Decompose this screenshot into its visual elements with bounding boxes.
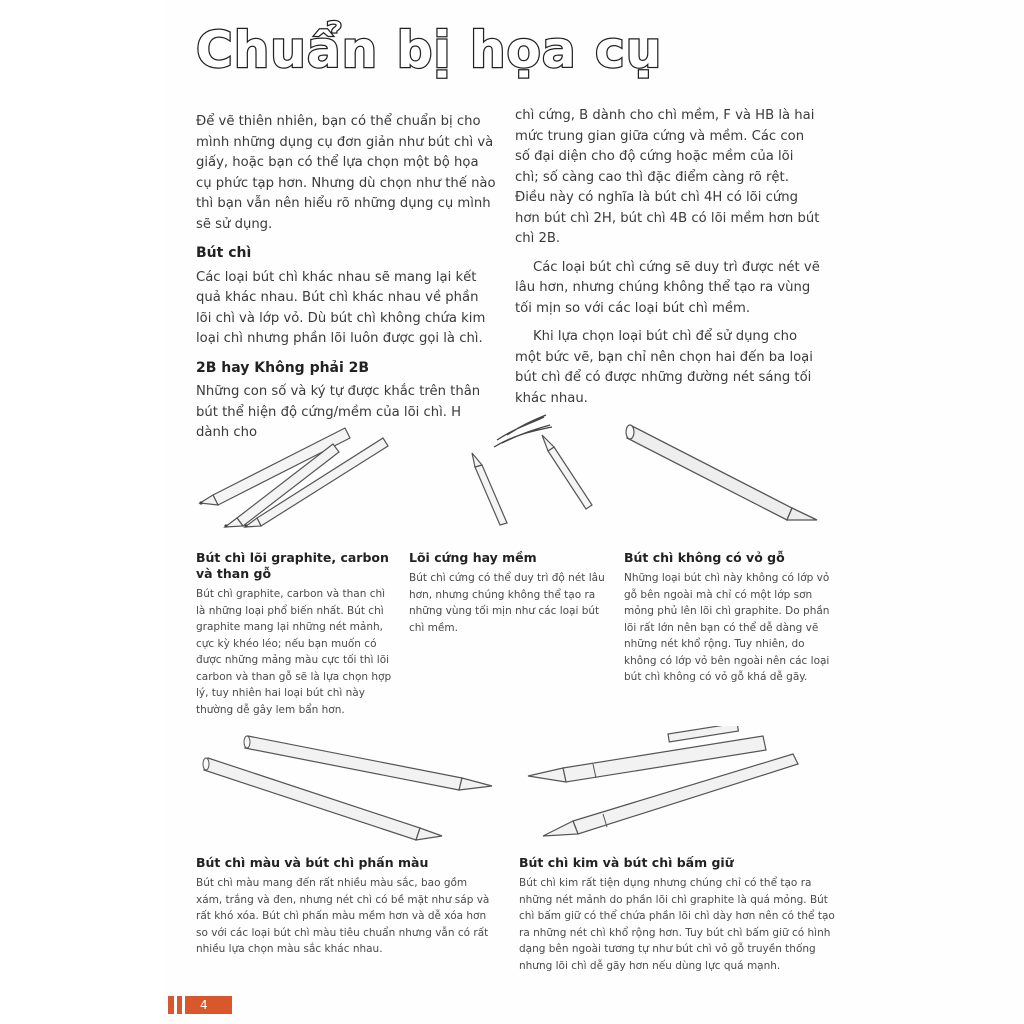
grade-heading: 2B hay Không phải 2B — [196, 359, 370, 376]
caption-woodless-text: Những loại bút chì này không có lớp vỏ gỗ bên ngoài mà chỉ có một lớp sơn mỏng phủ lên lõi chì graphite. Do phần lõi rất lớn nên bạn có thể dễ dàng vẽ những nét khổ rộng. Tuy nhiên, do không có lớp vỏ bên ngoài nên các loại bút chì không có vỏ gỗ khá dễ gãy. — [624, 572, 830, 683]
caption-mechanical-text: Bút chì kim rất tiện dụng nhưng chúng chỉ có thể tạo ra những nét mảnh do phần lõi chì graphite là quá mỏng. Bút chì bấm giữ có thể chứa phần lõi chì dày hơn nên có thể tạo ra những nét chì khổ rộng hơn. Tuy bút chì bấm giữ có hình dạng bên ngoài tương tự như bút chì vỏ gỗ truyền thống nhưng lõi chì dễ gãy hơn nếu dùng lực quá mạnh. — [519, 877, 835, 972]
caption-mechanical-heading: Bút chì kim và bút chì bấm giữ — [519, 855, 734, 870]
choose-pencil-paragraph: Khi lựa chọn loại bút chì để sử dụng cho một bức vẽ, bạn chỉ nên chọn hai đến ba loại bút chì để có được những đường nét sáng tối khác nhau. — [515, 329, 813, 406]
caption-color — [196, 855, 496, 958]
bar-stripe — [174, 996, 177, 1014]
hard-soft-pencils-illustration — [462, 405, 612, 530]
left-column — [196, 112, 496, 452]
caption-color-heading: Bút chì màu và bút chì phấn màu — [196, 855, 429, 870]
caption-graphite-heading: Bút chì lõi graphite, carbon và than gỗ — [196, 550, 389, 581]
caption-graphite-text: Bút chì graphite, carbon và than chì là những loại phổ biến nhất. Bút chì graphite mang lại những nét mảnh, cực kỳ khéo léo; nếu bạn muốn có được những mảng màu cực tối thì lõi carbon và than gỗ sẽ là lựa chọn hợp lý, tuy nhiên hai loại bút chì này thường dễ gây lem bẩn hơn. — [196, 588, 392, 716]
intro-paragraph: Để vẽ thiên nhiên, bạn có thể chuẩn bị cho mình những dụng cụ đơn giản như bút chì và giấy, hoặc bạn có thể lựa chọn một bộ họa cụ phức tạp hơn. Nhưng dù chọn như thế nào thì bạn vẫn nên hiểu rõ những dụng cụ mình sẽ sử dụng. — [196, 114, 496, 232]
caption-woodless-heading: Bút chì không có vỏ gỗ — [624, 550, 785, 565]
mechanical-pencils-illustration — [518, 726, 803, 841]
grade-paragraph-cont: chì cứng, B dành cho chì mềm, F và HB là hai mức trung gian giữa cứng và mềm. Các con số đại diện cho độ cứng hoặc mềm của lõi chì; số càng cao thì đặc điểm càng rõ rệt. Điều này có nghĩa là bút chì 4H có lõi cứng hơn bút chì 2H, bút chì 4B có lõi mềm hơn bút chì 2B. — [515, 108, 820, 246]
caption-hardness-text: Bút chì cứng có thể duy trì độ nét lâu hơn, nhưng chúng không thể tạo ra những vùng tối mịn như các loại bút chì mềm. — [409, 572, 605, 634]
page-title: Chuẩn bị họa cụ — [196, 21, 663, 79]
bar-stripe — [182, 996, 185, 1014]
caption-graphite — [196, 550, 396, 718]
color-pencils-illustration — [200, 728, 500, 846]
caption-hardness — [409, 550, 609, 636]
pencil-heading: Bút chì — [196, 245, 252, 261]
hard-pencil-paragraph: Các loại bút chì cứng sẽ duy trì được nét vẽ lâu hơn, nhưng chúng không thể tạo ra vùng tối mịn so với các loại bút chì mềm. — [515, 259, 820, 316]
caption-mechanical — [519, 855, 844, 974]
caption-hardness-heading: Lõi cứng hay mềm — [409, 550, 537, 565]
caption-woodless — [624, 550, 834, 686]
wood-pencils-illustration — [195, 420, 395, 530]
right-column — [515, 106, 820, 417]
caption-color-text: Bút chì màu mang đến rất nhiều màu sắc, bao gồm xám, trắng và đen, nhưng nét chì có bề mặt như sáp và rất khó xóa. Bút chì phấn màu mềm hơn và dễ xóa hơn so với các loại bút chì màu tiêu chuẩn nhưng vẫn có rất nhiều lựa chọn màu sắc khác nhau. — [196, 877, 490, 955]
grade-paragraph: Những con số và ký tự được khắc trên thân bút thể hiện độ cứng/mềm của lõi chì. H dành cho — [196, 384, 481, 440]
pencil-paragraph: Các loại bút chì khác nhau sẽ mang lại kết quả khác nhau. Bút chì khác nhau về phần lõi chì và lớp vỏ. Dù bút chì không chứa kim loại chì nhưng phần lõi luôn được gọi là chì. — [196, 269, 486, 346]
page-number: 4 — [200, 998, 208, 1012]
woodless-pencil-illustration — [622, 420, 822, 530]
